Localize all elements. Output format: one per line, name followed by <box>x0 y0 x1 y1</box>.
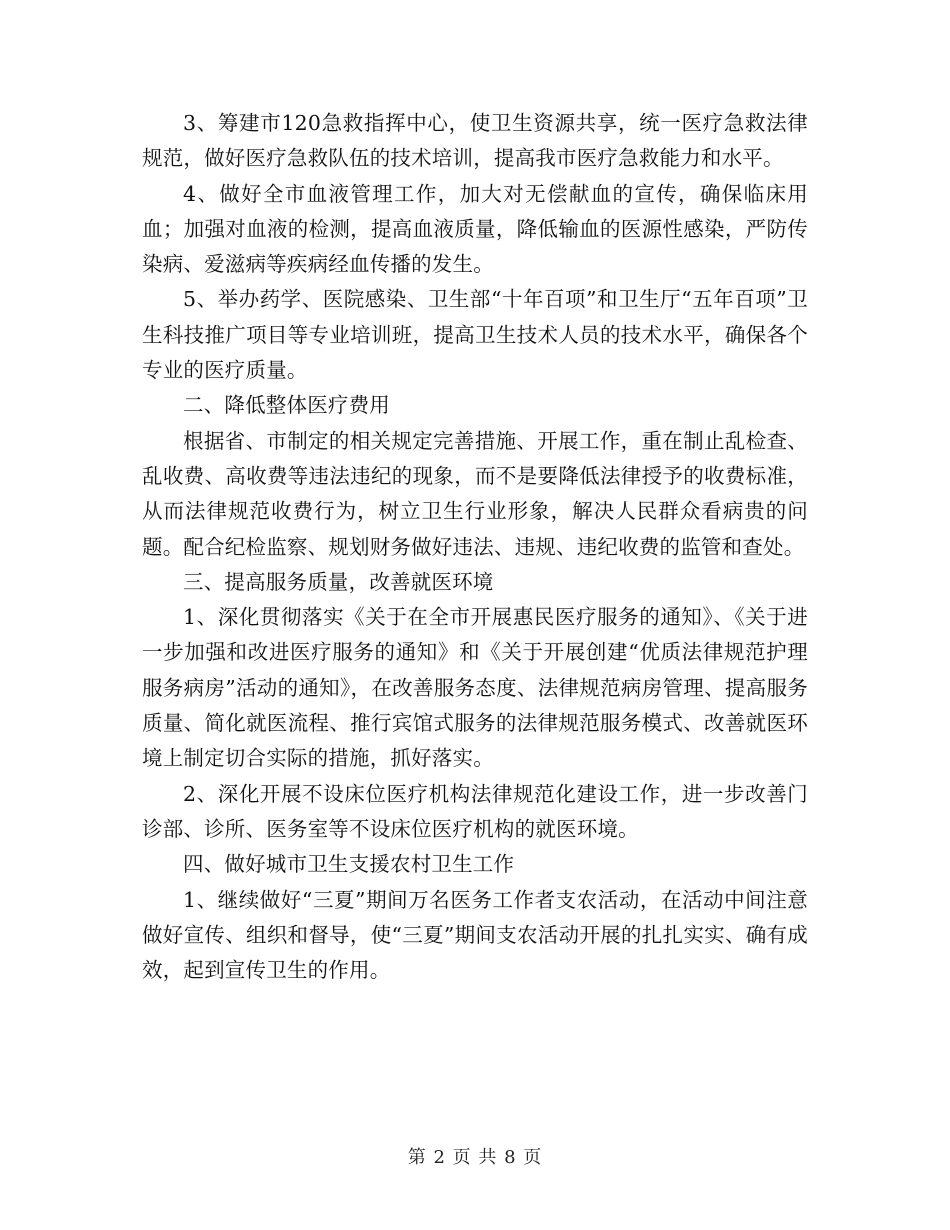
paragraph-rural-1: 1、继续做好“三夏”期间万名医务工作者支农活动，在活动中间注意做好宣传、组织和督导，使“三夏”期间支农活动开展的扎扎实实、确有成效，起到宣传卫生的作用。 <box>142 887 808 983</box>
page-number-footer: 第 2 页 共 8 页 <box>407 1147 543 1168</box>
paragraph-item-5: 5、举办药学、医院感染、卫生部“十年百项”和卫生厅“五年百项”卫生科技推广项目等专业培训班，提高卫生技术人员的技术水平，确保各个专业的医疗质量。 <box>142 287 808 383</box>
paragraph-cost-control: 根据省、市制定的相关规定完善措施、开展工作，重在制止乱检查、乱收费、高收费等违法违纪的现象，而不是要降低法律授予的收费标准，从而法律规范收费行为，树立卫生行业形象，解决人民群众看病贵的问题。配合纪检监察、规划财务做好违法、违规、违纪收费的监管和查处。 <box>142 428 808 559</box>
document-body <box>142 106 808 988</box>
section-heading-2: 二、降低整体医疗费用 <box>183 393 390 418</box>
section-heading-3: 三、提高服务质量，改善就医环境 <box>183 569 494 594</box>
section-heading-4: 四、做好城市卫生支援农村卫生工作 <box>183 852 515 877</box>
paragraph-service-2: 2、深化开展不设床位医疗机构法律规范化建设工作，进一步改善门诊部、诊所、医务室等不设床位医疗机构的就医环境。 <box>142 781 808 841</box>
paragraph-item-3: 3、筹建市120急救指挥中心，使卫生资源共享，统一医疗急救法律规范，做好医疗急救队伍的技术培训，提高我市医疗急救能力和水平。 <box>142 111 808 171</box>
paragraph-item-4: 4、做好全市血液管理工作，加大对无偿献血的宣传，确保临床用血；加强对血液的检测，提高血液质量，降低输血的医源性感染，严防传染病、爱滋病等疾病经血传播的发生。 <box>142 181 808 277</box>
paragraph-service-1: 1、深化贯彻落实《关于在全市开展惠民医疗服务的通知》、《关于进一步加强和改进医疗服务的通知》和《关于开展创建“优质法律规范护理服务病房”活动的通知》，在改善服务态度、法律规范病房管理、提高服务质量、简化就医流程、推行宾馆式服务的法律规范服务模式、改善就医环境上制定切合实际的措施，抓好落实。 <box>142 605 808 771</box>
